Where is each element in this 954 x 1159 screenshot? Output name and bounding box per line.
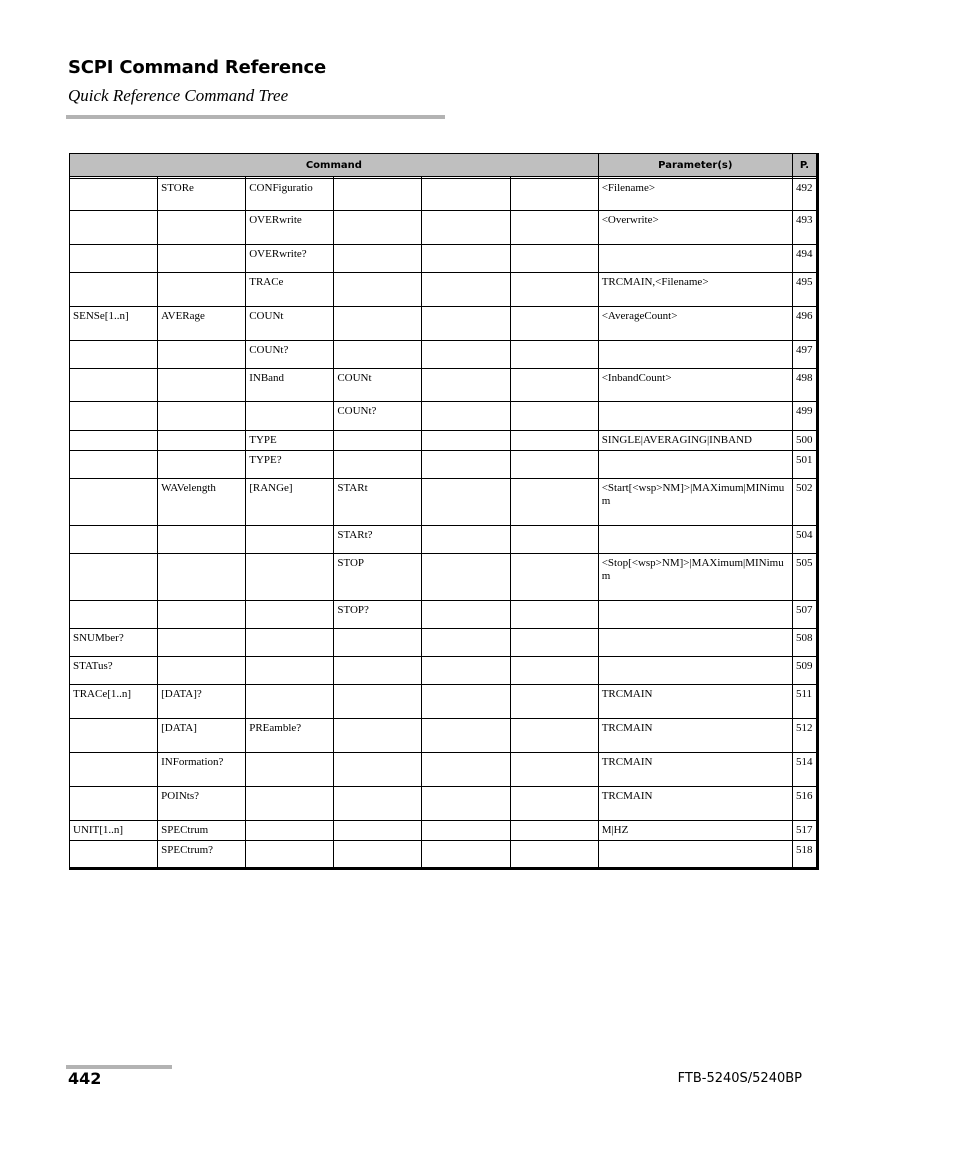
command-cell <box>246 402 334 431</box>
page-ref-cell: 496 <box>792 307 817 341</box>
command-cell: AVERage <box>158 307 246 341</box>
command-cell <box>158 211 246 245</box>
page-ref-cell: 514 <box>792 753 817 787</box>
command-cell <box>510 657 598 685</box>
command-cell <box>70 341 158 369</box>
command-cell <box>510 341 598 369</box>
command-cell <box>70 273 158 307</box>
command-cell <box>422 821 510 841</box>
command-cell <box>422 629 510 657</box>
parameter-cell: TRCMAIN <box>598 787 792 821</box>
command-cell: UNIT[1..n] <box>70 821 158 841</box>
command-cell: OVERwrite <box>246 211 334 245</box>
command-cell <box>422 601 510 629</box>
command-cell: STARt <box>334 479 422 526</box>
table-row <box>70 657 818 685</box>
page-ref-cell: 505 <box>792 554 817 601</box>
command-cell <box>422 431 510 451</box>
page-ref-cell: 493 <box>792 211 817 245</box>
command-cell <box>246 601 334 629</box>
command-table <box>69 153 819 870</box>
table-row <box>70 431 818 451</box>
parameter-cell <box>598 341 792 369</box>
command-cell <box>422 245 510 273</box>
command-cell <box>422 787 510 821</box>
table-row <box>70 307 818 341</box>
page-ref-cell: 500 <box>792 431 817 451</box>
command-cell: POINts? <box>158 787 246 821</box>
table-row <box>70 841 818 869</box>
parameter-cell <box>598 245 792 273</box>
command-cell: TYPE <box>246 431 334 451</box>
command-cell: COUNt? <box>334 402 422 431</box>
command-cell <box>158 245 246 273</box>
page-ref-cell: 508 <box>792 629 817 657</box>
command-cell <box>70 369 158 402</box>
command-cell <box>70 526 158 554</box>
section-subtitle: Quick Reference Command Tree <box>68 86 289 105</box>
command-cell <box>510 821 598 841</box>
section-title: SCPI Command Reference <box>68 57 327 78</box>
page-ref-cell: 492 <box>792 179 817 211</box>
command-cell <box>70 719 158 753</box>
command-cell <box>510 753 598 787</box>
command-cell <box>70 431 158 451</box>
command-cell <box>70 479 158 526</box>
table-row <box>70 787 818 821</box>
command-cell <box>334 341 422 369</box>
command-cell <box>70 245 158 273</box>
page-ref-cell: 518 <box>792 841 817 869</box>
command-cell <box>158 431 246 451</box>
command-cell <box>334 657 422 685</box>
command-cell <box>422 369 510 402</box>
page-ref-cell: 507 <box>792 601 817 629</box>
command-cell: SPECtrum? <box>158 841 246 869</box>
command-cell <box>334 685 422 719</box>
command-cell: [RANGe] <box>246 479 334 526</box>
table-body <box>70 179 818 869</box>
table-row <box>70 479 818 526</box>
command-cell: [DATA] <box>158 719 246 753</box>
table-row <box>70 341 818 369</box>
page-ref-cell: 498 <box>792 369 817 402</box>
command-cell <box>510 431 598 451</box>
parameter-cell <box>598 841 792 869</box>
table-row <box>70 211 818 245</box>
parameter-cell: <InbandCount> <box>598 369 792 402</box>
page-ref-cell: 517 <box>792 821 817 841</box>
parameter-cell <box>598 402 792 431</box>
command-cell <box>510 719 598 753</box>
command-cell <box>70 402 158 431</box>
command-cell <box>246 787 334 821</box>
header-divider <box>66 115 445 119</box>
command-cell: TYPE? <box>246 451 334 479</box>
command-cell <box>422 273 510 307</box>
command-cell <box>422 179 510 211</box>
parameter-cell: TRCMAIN,<Filename> <box>598 273 792 307</box>
command-cell <box>510 245 598 273</box>
command-cell <box>334 245 422 273</box>
command-cell <box>334 273 422 307</box>
table-row <box>70 402 818 431</box>
command-cell <box>422 307 510 341</box>
parameter-cell: TRCMAIN <box>598 753 792 787</box>
page-ref-cell: 494 <box>792 245 817 273</box>
command-cell <box>510 526 598 554</box>
command-cell <box>158 273 246 307</box>
command-cell <box>70 601 158 629</box>
command-cell: OVERwrite? <box>246 245 334 273</box>
command-cell: INBand <box>246 369 334 402</box>
table-row <box>70 451 818 479</box>
command-cell: [DATA]? <box>158 685 246 719</box>
command-cell <box>510 629 598 657</box>
page-ref-cell: 495 <box>792 273 817 307</box>
command-cell <box>422 451 510 479</box>
parameter-cell: <Filename> <box>598 179 792 211</box>
command-cell <box>70 787 158 821</box>
parameter-cell: <Overwrite> <box>598 211 792 245</box>
command-cell <box>70 841 158 869</box>
command-cell <box>70 451 158 479</box>
command-cell <box>422 554 510 601</box>
column-header-command: Command <box>70 154 599 177</box>
command-cell <box>246 753 334 787</box>
command-cell <box>158 526 246 554</box>
command-cell <box>422 753 510 787</box>
page-ref-cell: 516 <box>792 787 817 821</box>
command-cell <box>246 657 334 685</box>
command-cell: STATus? <box>70 657 158 685</box>
page-ref-cell: 511 <box>792 685 817 719</box>
command-cell <box>70 179 158 211</box>
command-cell: TRACe <box>246 273 334 307</box>
command-cell: STORe <box>158 179 246 211</box>
table-row <box>70 369 818 402</box>
parameter-cell: <AverageCount> <box>598 307 792 341</box>
parameter-cell: <Stop[<wsp>NM]>|MAXimum|MINimum <box>598 554 792 601</box>
command-cell <box>510 685 598 719</box>
command-cell <box>334 787 422 821</box>
command-cell: WAVelength <box>158 479 246 526</box>
command-cell <box>246 821 334 841</box>
command-cell <box>510 307 598 341</box>
table-row <box>70 179 818 211</box>
command-cell <box>422 341 510 369</box>
command-cell <box>158 629 246 657</box>
parameter-cell: TRCMAIN <box>598 685 792 719</box>
table-row <box>70 554 818 601</box>
command-cell <box>158 554 246 601</box>
page-ref-cell: 499 <box>792 402 817 431</box>
parameter-cell: M|HZ <box>598 821 792 841</box>
page-ref-cell: 502 <box>792 479 817 526</box>
table-row <box>70 821 818 841</box>
table-row <box>70 685 818 719</box>
command-cell <box>334 841 422 869</box>
command-cell <box>422 841 510 869</box>
command-cell <box>510 211 598 245</box>
column-header-page: P. <box>792 154 817 177</box>
command-cell <box>246 629 334 657</box>
command-cell <box>158 369 246 402</box>
parameter-cell <box>598 526 792 554</box>
command-cell <box>422 402 510 431</box>
page-ref-cell: 509 <box>792 657 817 685</box>
command-cell: INFormation? <box>158 753 246 787</box>
command-cell: SPECtrum <box>158 821 246 841</box>
page-ref-cell: 501 <box>792 451 817 479</box>
command-cell <box>334 719 422 753</box>
command-cell <box>158 402 246 431</box>
command-cell <box>334 821 422 841</box>
command-cell <box>334 307 422 341</box>
page-ref-cell: 504 <box>792 526 817 554</box>
command-cell <box>334 629 422 657</box>
command-cell <box>158 601 246 629</box>
parameter-cell: <Start[<wsp>NM]>|MAXimum|MINimum <box>598 479 792 526</box>
parameter-cell <box>598 629 792 657</box>
command-cell <box>70 211 158 245</box>
command-cell <box>510 451 598 479</box>
command-cell <box>158 341 246 369</box>
command-cell <box>422 657 510 685</box>
parameter-cell: SINGLE|AVERAGING|INBAND <box>598 431 792 451</box>
command-cell <box>510 601 598 629</box>
command-cell <box>510 273 598 307</box>
table-row <box>70 601 818 629</box>
command-cell <box>70 554 158 601</box>
table-row <box>70 629 818 657</box>
command-cell: COUNt? <box>246 341 334 369</box>
command-cell: TRACe[1..n] <box>70 685 158 719</box>
page-ref-cell: 512 <box>792 719 817 753</box>
command-cell: STOP <box>334 554 422 601</box>
table-row <box>70 526 818 554</box>
table-header-row <box>70 154 818 177</box>
command-cell <box>422 719 510 753</box>
page-ref-cell: 497 <box>792 341 817 369</box>
command-cell: SNUMber? <box>70 629 158 657</box>
command-cell: PREamble? <box>246 719 334 753</box>
parameter-cell: TRCMAIN <box>598 719 792 753</box>
parameter-cell <box>598 657 792 685</box>
command-cell <box>510 179 598 211</box>
command-cell <box>422 479 510 526</box>
product-name: FTB-5240S/5240BP <box>677 1071 802 1086</box>
command-cell <box>422 526 510 554</box>
command-cell <box>70 753 158 787</box>
command-cell <box>334 451 422 479</box>
command-cell <box>510 402 598 431</box>
command-cell <box>422 685 510 719</box>
command-cell <box>334 211 422 245</box>
command-cell <box>422 211 510 245</box>
command-cell <box>334 431 422 451</box>
command-cell <box>334 753 422 787</box>
command-cell <box>510 787 598 821</box>
parameter-cell <box>598 601 792 629</box>
table-row <box>70 245 818 273</box>
command-cell <box>510 841 598 869</box>
command-cell: COUNt <box>334 369 422 402</box>
table-row <box>70 753 818 787</box>
table-row <box>70 719 818 753</box>
command-cell <box>510 479 598 526</box>
column-header-parameters: Parameter(s) <box>598 154 792 177</box>
parameter-cell <box>598 451 792 479</box>
command-cell <box>158 451 246 479</box>
page-number: 442 <box>68 1069 102 1088</box>
command-cell: SENSe[1..n] <box>70 307 158 341</box>
command-cell <box>158 657 246 685</box>
command-cell <box>246 526 334 554</box>
command-cell: STARt? <box>334 526 422 554</box>
command-cell <box>246 841 334 869</box>
command-cell <box>510 554 598 601</box>
command-cell <box>334 179 422 211</box>
command-cell: STOP? <box>334 601 422 629</box>
command-cell: CONFiguratio <box>246 179 334 211</box>
command-cell <box>246 685 334 719</box>
command-cell <box>246 554 334 601</box>
table-row <box>70 273 818 307</box>
command-cell: COUNt <box>246 307 334 341</box>
command-cell <box>510 369 598 402</box>
